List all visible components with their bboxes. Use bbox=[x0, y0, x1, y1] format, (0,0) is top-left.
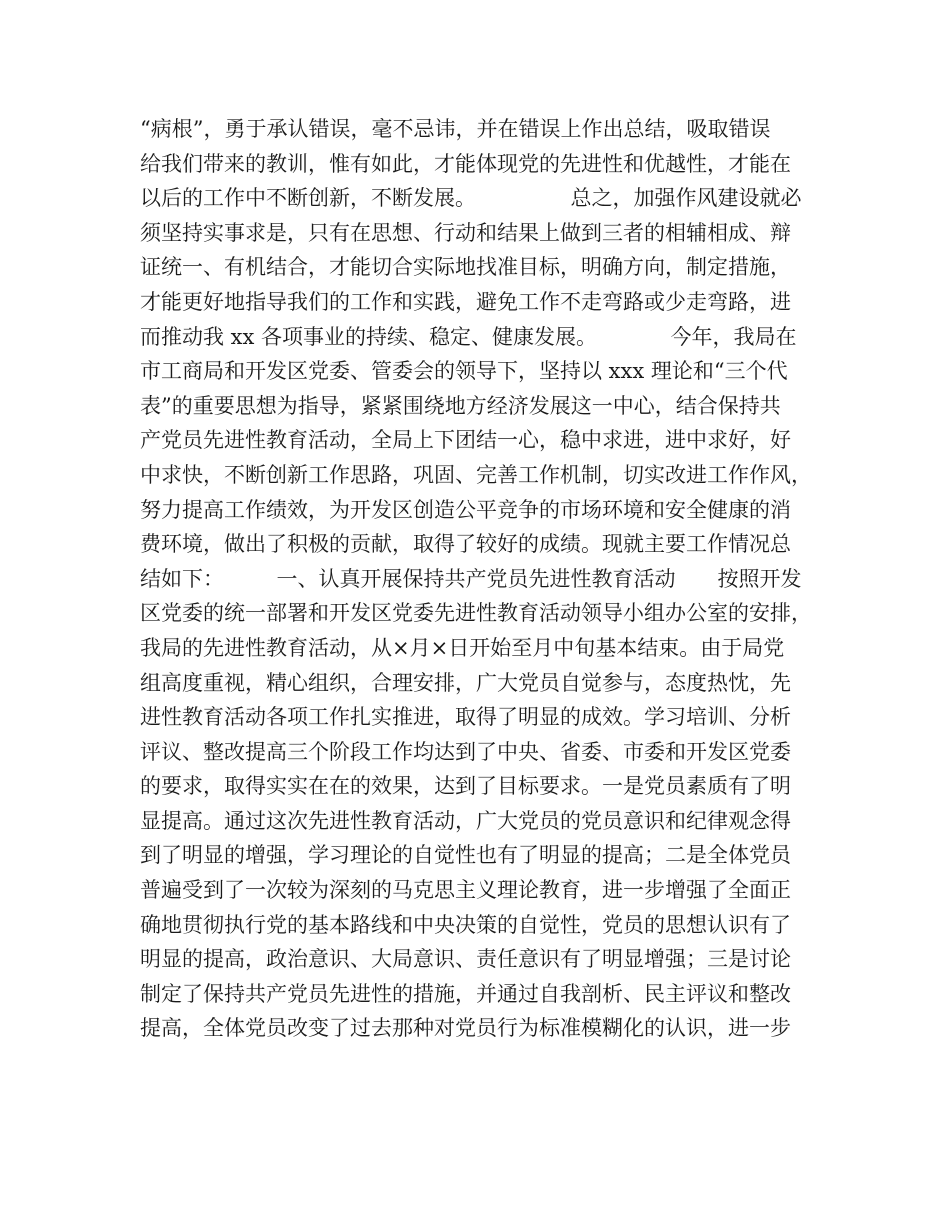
text-line-8: 市工商局和开发区党委、管委会的领导下，坚持以 xxx 理论和“三个代 bbox=[140, 359, 788, 384]
text-line-26: 制定了保持共产党员先进性的措施，并通过自我剖析、民主评议和整改 bbox=[140, 981, 791, 1006]
text-line-13: 费环境，做出了积极的贡献，取得了较好的成绩。现就主要工作情况总 bbox=[140, 532, 791, 557]
text-line-14: 结如下： 一、认真开展保持共产党员先进性教育活动 按照开发 bbox=[140, 566, 802, 591]
text-line-9: 表”的重要思想为指导，紧紧围绕地方经济发展这一中心，结合保持共 bbox=[140, 393, 781, 418]
text-line-4: 须坚持实事求是，只有在思想、行动和结果上做到三者的相辅相成、辩 bbox=[140, 220, 791, 245]
text-line-11: 中求快，不断创新工作思路，巩固、完善工作机制，切实改进工作作风， bbox=[140, 462, 812, 487]
text-line-17: 组高度重视，精心组织，合理安排，广大党员自觉参与，态度热忱，先 bbox=[140, 670, 791, 695]
text-line-16: 我局的先进性教育活动，从×月×日开始至月中旬基本结束。由于局党 bbox=[140, 635, 785, 660]
text-line-15: 区党委的统一部署和开发区党委先进性教育活动领导小组办公室的安排， bbox=[140, 601, 812, 626]
text-line-21: 显提高。通过这次先进性教育活动，广大党员的党员意识和纪律观念得 bbox=[140, 808, 791, 833]
text-line-5: 证统一、有机结合，才能切合实际地找准目标，明确方向，制定措施， bbox=[140, 255, 791, 280]
text-line-20: 的要求，取得实实在在的效果，达到了目标要求。一是党员素质有了明 bbox=[140, 774, 791, 799]
text-line-18: 进性教育活动各项工作扎实推进，取得了明显的成效。学习培训、分析 bbox=[140, 705, 791, 730]
text-line-2: 给我们带来的教训，惟有如此，才能体现党的先进性和优越性，才能在 bbox=[140, 151, 791, 176]
text-line-6: 才能更好地指导我们的工作和实践，避免工作不走弯路或少走弯路，进 bbox=[140, 289, 791, 314]
text-line-1: “病根”，勇于承认错误，毫不忌讳，并在错误上作出总结，吸取错误 bbox=[140, 117, 771, 141]
text-line-27: 提高，全体党员改变了过去那种对党员行为标准模糊化的认识，进一步 bbox=[140, 1016, 791, 1041]
text-line-3: 以后的工作中不断创新，不断发展。 总之，加强作风建设就必 bbox=[140, 186, 802, 211]
text-line-12: 努力提高工作绩效，为开发区创造公平竞争的市场环境和安全健康的消 bbox=[140, 497, 791, 522]
text-line-25: 明显的提高，政治意识、大局意识、责任意识有了明显增强；三是讨论 bbox=[140, 947, 791, 972]
text-line-7: 而推动我 xx 各项事业的持续、稳定、健康发展。 今年，我局在 bbox=[140, 324, 797, 349]
body-text bbox=[140, 112, 830, 1046]
text-line-10: 产党员先进性教育活动，全局上下团结一心，稳中求进，进中求好，好 bbox=[140, 428, 791, 453]
text-line-22: 到了明显的增强，学习理论的自觉性也有了明显的提高；二是全体党员 bbox=[140, 843, 791, 868]
text-line-23: 普遍受到了一次较为深刻的马克思主义理论教育，进一步增强了全面正 bbox=[140, 878, 791, 903]
text-line-24: 确地贯彻执行党的基本路线和中央决策的自觉性，党员的思想认识有了 bbox=[140, 912, 791, 937]
text-line-19: 评议、整改提高三个阶段工作均达到了中央、省委、市委和开发区党委 bbox=[140, 739, 791, 764]
